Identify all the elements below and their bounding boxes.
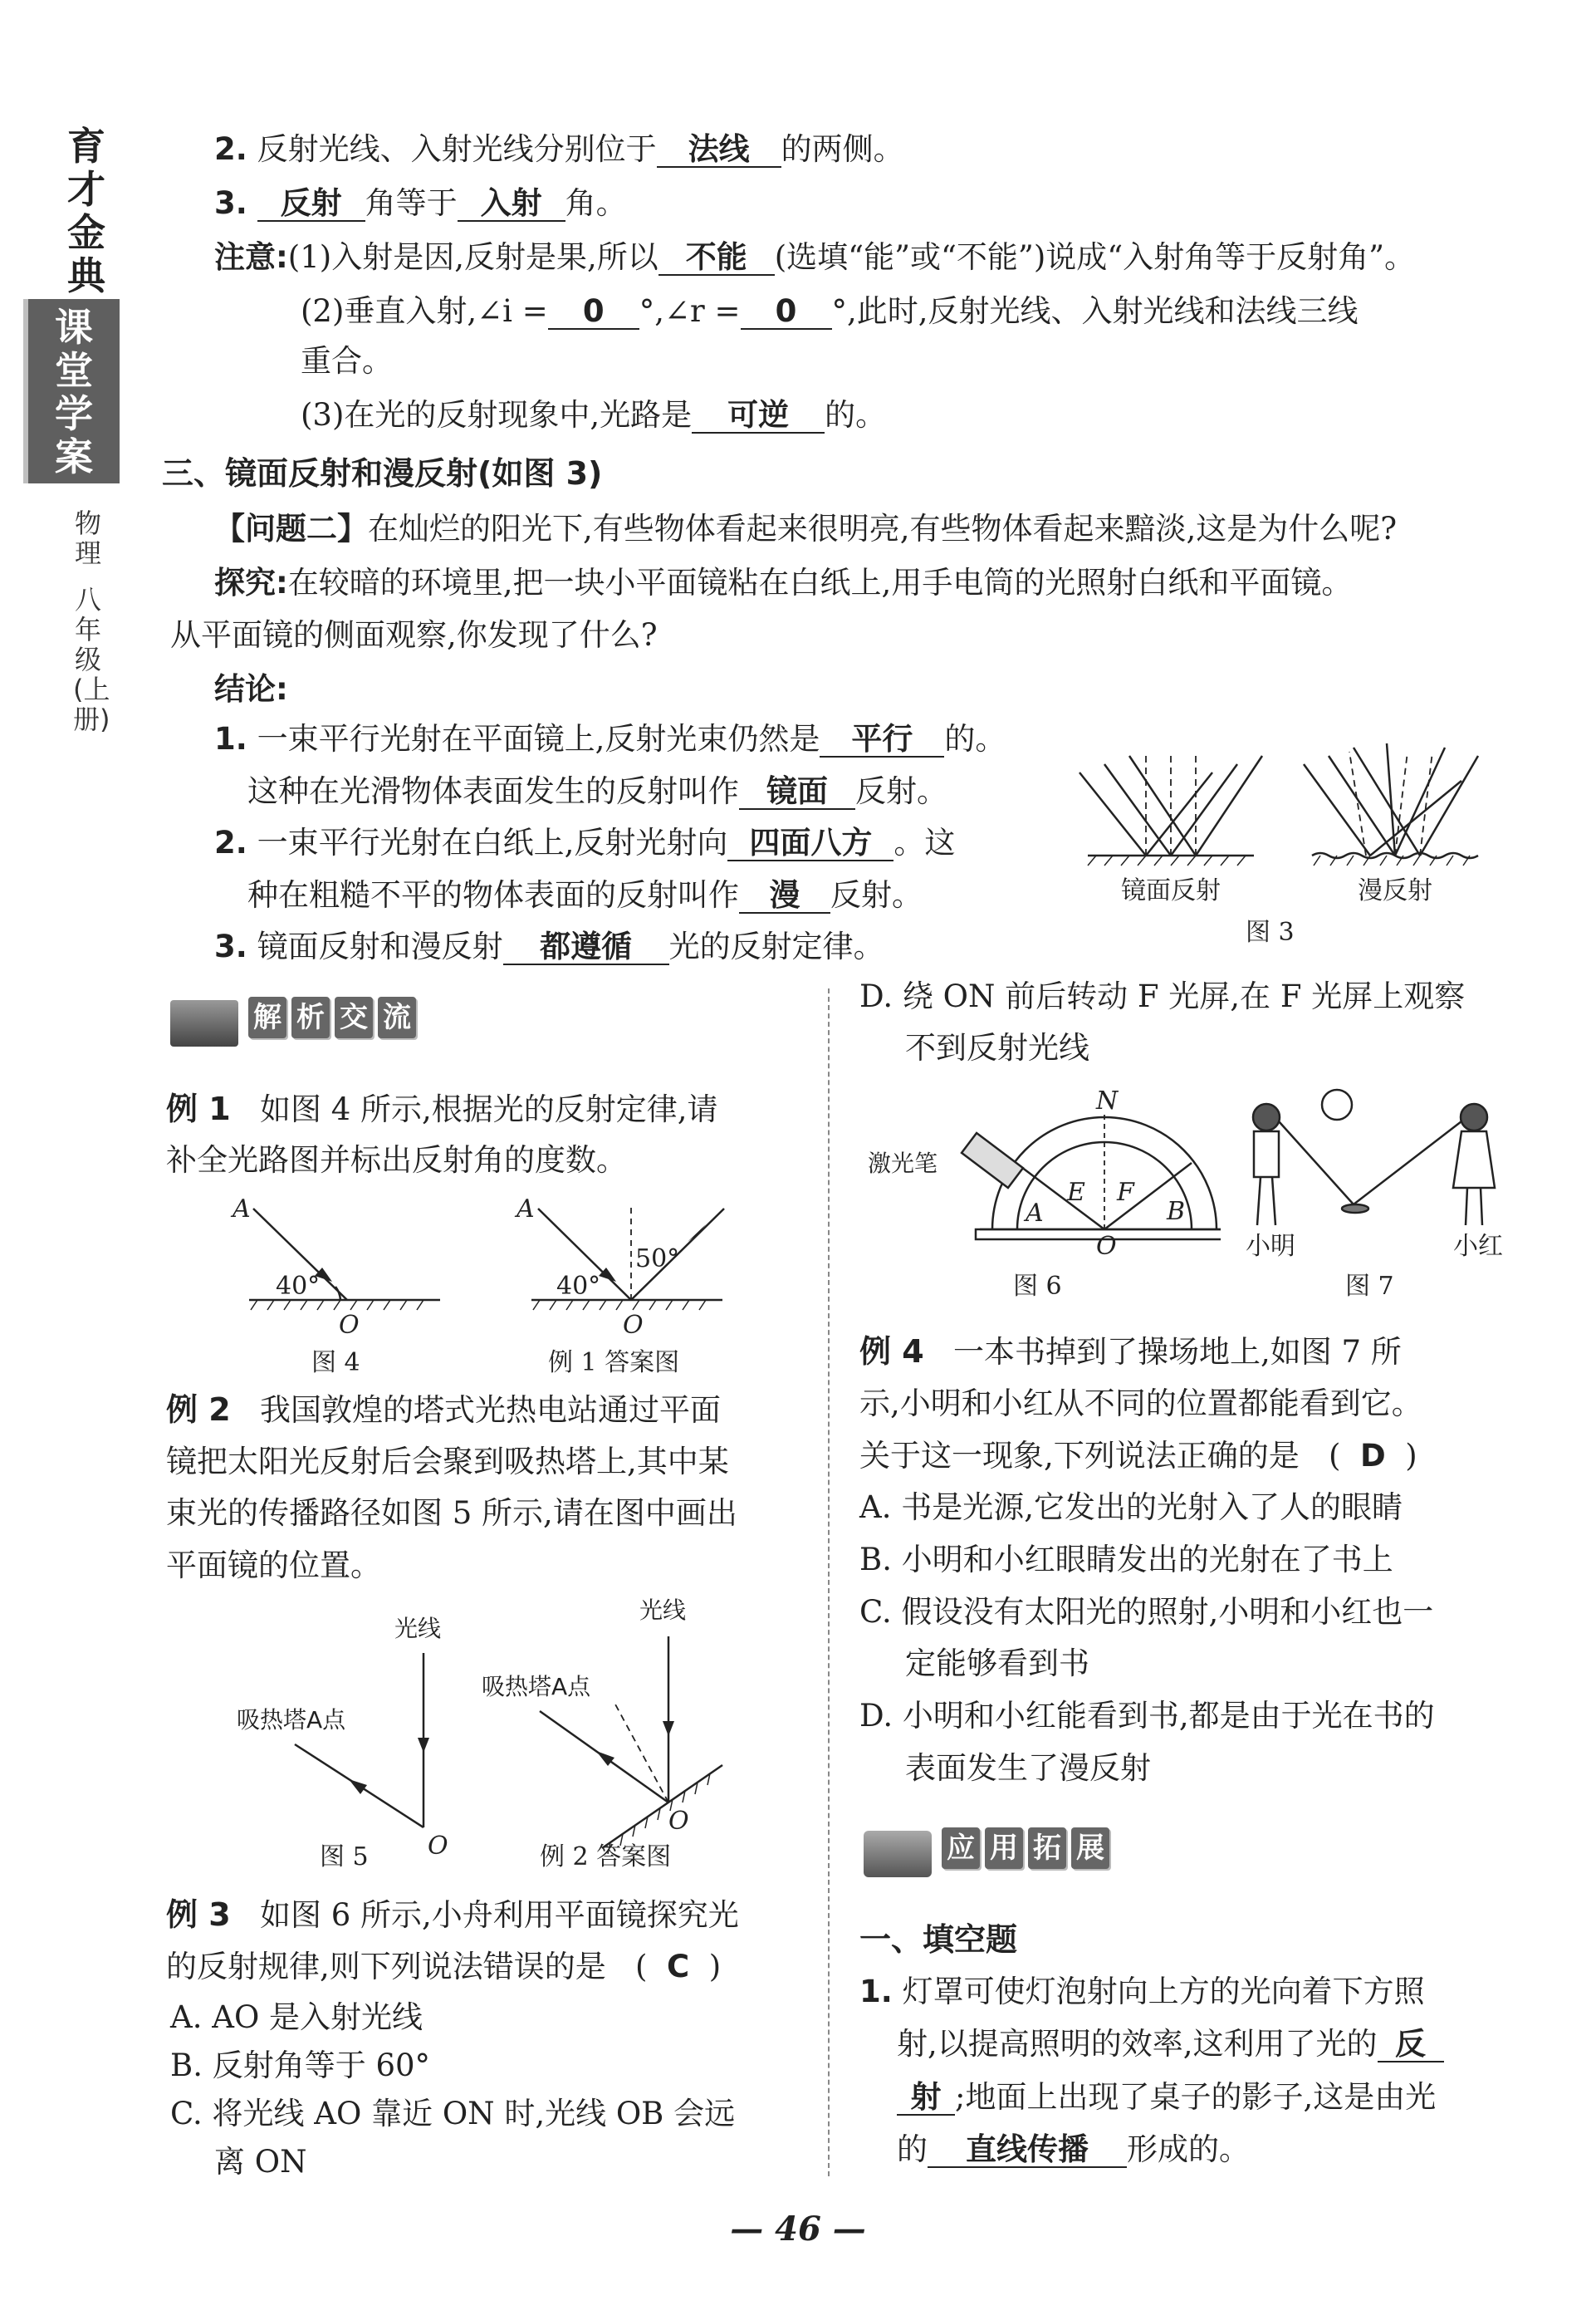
example-4-line-3: 关于这一现象,下列说法正确的是 ( D ) xyxy=(859,1438,1417,1474)
conclusion-3 xyxy=(214,926,884,968)
note-3 xyxy=(301,395,886,436)
application-q1-answer-1a: 反 xyxy=(1378,2028,1444,2062)
example-2-line-4 xyxy=(166,1545,381,1587)
example-4-answer: D xyxy=(1360,1438,1386,1474)
example-4-opt-a-text: A. 书是光源,它发出的光射入了人的眼睛 xyxy=(859,1489,1403,1525)
fig5-arrow-left xyxy=(349,1779,367,1794)
ans2-mirror xyxy=(602,1765,722,1848)
item-2 xyxy=(214,129,904,170)
item-3 xyxy=(214,183,627,224)
analysis-char-3: 交 xyxy=(335,997,373,1038)
book xyxy=(1342,1204,1368,1213)
note-2-post: °,此时,反射光线、入射光线和法线三线 xyxy=(831,293,1359,329)
c3-answer: 都遵循 xyxy=(503,930,669,965)
note-2-answer-2: 0 xyxy=(741,295,832,330)
question-2-label: 【问题二】 xyxy=(214,511,368,547)
section-3-heading-text: 三、镜面反射和漫反射(如图 3) xyxy=(162,455,603,492)
ans1-angle-1: 40° xyxy=(556,1272,601,1301)
analysis-icon xyxy=(170,1000,238,1047)
example-4-opt-d xyxy=(859,1695,1435,1737)
ans2-O: O xyxy=(668,1807,689,1836)
example-4-text-2: 示,小明和小红从不同的位置都能看到它。 xyxy=(859,1386,1422,1421)
example-4-line-2 xyxy=(859,1383,1422,1425)
note-1-answer: 不能 xyxy=(658,241,775,276)
ans1-O: O xyxy=(623,1311,644,1340)
explore-text: 在较暗的环境里,把一块小平面镜粘在白纸上,用手电筒的光照射白纸和平面镜。 xyxy=(287,565,1353,601)
ray-to-xiaohong xyxy=(1354,1121,1461,1204)
application-q1-num: 1. xyxy=(859,1974,893,2009)
figure-3 xyxy=(1063,723,1495,947)
c2b-pre: 种在粗糙不平的物体表面的反射叫作 xyxy=(247,877,739,913)
fig6-O: O xyxy=(1096,1232,1117,1261)
example-4-opt-c xyxy=(859,1592,1433,1633)
c3-pre: 镜面反射和漫反射 xyxy=(257,929,503,964)
example-3-opt-c xyxy=(170,2093,735,2135)
book-title xyxy=(65,125,111,297)
c2-answer: 四面八方 xyxy=(727,826,893,861)
question-2 xyxy=(214,508,1397,550)
explore-1 xyxy=(214,562,1352,604)
example-3-opt-a xyxy=(170,1997,423,2038)
example-2-text-3: 束光的传播路径如图 5 所示,请在图中画出 xyxy=(166,1495,737,1531)
xiaohong-head xyxy=(1461,1104,1487,1131)
note-3-answer: 可逆 xyxy=(692,399,825,434)
conclusion-1b xyxy=(247,771,947,812)
xiaohong-body xyxy=(1453,1131,1495,1188)
example-3-opt-d-text-2: 不到反射光线 xyxy=(905,1030,1089,1066)
figure-4-and-answer xyxy=(216,1196,814,1379)
book-title-text: 育才金典 xyxy=(67,124,105,298)
example-3-opt-c-cont xyxy=(214,2141,306,2183)
ans1-arrow-out xyxy=(688,1224,706,1242)
ans2-light-label: 光线 xyxy=(639,1596,687,1624)
ans2-arrow-left xyxy=(596,1751,614,1766)
application-q1-line-3 xyxy=(897,2077,1436,2118)
example-1-line-1 xyxy=(166,1088,718,1131)
item-2-num: 2. xyxy=(214,131,247,167)
ans2-arrow-down xyxy=(663,1721,674,1736)
example-3-opt-a-text: A. AO 是入射光线 xyxy=(170,1999,423,2035)
item-3-post: 角。 xyxy=(565,185,627,221)
example-2-tag: 例 2 xyxy=(166,1391,231,1428)
c1-post: 的。 xyxy=(944,721,1006,757)
c3-post: 光的反射定律。 xyxy=(668,929,884,964)
fill-blank-heading xyxy=(859,1919,1017,1960)
analysis-char-2: 析 xyxy=(291,997,330,1038)
note-1 xyxy=(214,237,1415,278)
example-2-line-3 xyxy=(166,1493,737,1534)
ans2-tower-label: 吸热塔A点 xyxy=(482,1673,591,1700)
example-3-line-1 xyxy=(166,1894,739,1936)
fig3-label-specular: 镜面反射 xyxy=(1121,876,1221,905)
fig4-caption: 图 4 xyxy=(311,1348,360,1377)
example-2-line-2 xyxy=(166,1441,729,1483)
column-divider xyxy=(828,988,830,2176)
example-3-opt-c-text-2: 离 ON xyxy=(214,2144,307,2180)
section-3-heading xyxy=(162,453,602,494)
example-3-answer: C xyxy=(667,1949,690,1984)
fig7-caption: 图 7 xyxy=(1345,1272,1394,1301)
application-q1-text-1: 灯罩可使灯泡射向上方的光向着下方照 xyxy=(902,1974,1425,2009)
example-4-tag: 例 4 xyxy=(859,1333,924,1370)
analysis-char-1: 解 xyxy=(248,997,286,1038)
example-4-text-1: 一本书掉到了操场地上,如图 7 所 xyxy=(952,1334,1402,1370)
example-2-text-1: 我国敦煌的塔式光热电站通过平面 xyxy=(259,1392,721,1428)
item-2-pre: 反射光线、入射光线分别位于 xyxy=(257,131,657,167)
fig6-laser-label: 激光笔 xyxy=(868,1150,938,1177)
c2-post: 。这 xyxy=(893,825,956,861)
figure-6 xyxy=(864,1080,1221,1304)
fig6-E: E xyxy=(1067,1178,1085,1207)
example-3-text-1: 如图 6 所示,小舟利用平面镜探究光 xyxy=(259,1897,739,1933)
c1b-pre: 这种在光滑物体表面发生的反射叫作 xyxy=(247,773,739,809)
c1b-answer: 镜面 xyxy=(739,775,855,810)
example-3-opt-b-text: B. 反射角等于 60° xyxy=(170,2048,431,2083)
ans1-angle-2: 50° xyxy=(635,1244,680,1273)
example-3-line-2: 的反射规律,则下列说法错误的是 ( C ) xyxy=(166,1949,722,1984)
application-q1-text-4-post: 形成的。 xyxy=(1127,2131,1250,2167)
subject-label xyxy=(70,508,110,735)
figure-5-and-answer xyxy=(224,1587,822,1877)
c1-answer: 平行 xyxy=(820,723,944,758)
example-4-opt-d-text-1: D. 小明和小红能看到书,都是由于光在书的 xyxy=(859,1698,1435,1734)
conclusion-label xyxy=(214,669,288,710)
section-label-text: 课堂学案 xyxy=(55,305,93,479)
conclusion-2 xyxy=(214,822,955,864)
note-2-mid: °,∠r = xyxy=(639,293,741,329)
item-3-num: 3. xyxy=(214,185,247,221)
note-2-cont xyxy=(301,341,393,382)
ans1-A: A xyxy=(516,1196,535,1224)
subject-text: 物理 xyxy=(74,508,101,569)
fill-blank-heading-text: 一、填空题 xyxy=(859,1921,1018,1958)
ray-to-xiaoming xyxy=(1279,1121,1354,1204)
application-q1-text-3: ;地面上出现了桌子的影子,这是由光 xyxy=(955,2079,1437,2115)
c1-num: 1. xyxy=(214,721,247,757)
application-q1-text-4-pre: 的 xyxy=(897,2131,928,2167)
ans2-normal xyxy=(614,1703,668,1802)
conclusion-1 xyxy=(214,719,1006,760)
example-3-text-2: 的反射规律,则下列说法错误的是 xyxy=(166,1949,606,1984)
conclusion-2b xyxy=(247,875,923,916)
example-3-tag: 例 3 xyxy=(166,1896,231,1933)
note-2-cont-text: 重合。 xyxy=(301,343,393,379)
example-4-line-1 xyxy=(859,1331,1402,1373)
example-4-opt-b-text: B. 小明和小红眼睛发出的光射在了书上 xyxy=(859,1542,1393,1577)
item-3-mid: 角等于 xyxy=(365,185,458,221)
example-1-line-2 xyxy=(166,1140,627,1181)
c1b-post: 反射。 xyxy=(855,773,947,809)
fig4-A: A xyxy=(233,1196,251,1224)
analysis-banner xyxy=(170,997,421,1048)
application-char-2: 用 xyxy=(985,1827,1023,1869)
application-q1-line-4 xyxy=(897,2129,1250,2170)
page-number: — 46 — xyxy=(730,2210,866,2249)
fig5-arrow-down xyxy=(418,1738,429,1753)
application-icon xyxy=(864,1831,932,1877)
laser-pen xyxy=(962,1133,1023,1188)
section-label-box xyxy=(23,299,120,483)
note-1-post: (选填“能”或“不能”)说成“入射角等于反射角”。 xyxy=(774,239,1416,275)
example-3-opt-d-cont xyxy=(905,1028,1089,1069)
example-4-text-3: 关于这一现象,下列说法正确的是 xyxy=(859,1438,1300,1474)
application-banner xyxy=(864,1827,1114,1879)
c1-pre: 一束平行光射在平面镜上,反射光束仍然是 xyxy=(257,721,820,757)
application-q1-line-2 xyxy=(897,2023,1444,2065)
xiaoming-head xyxy=(1253,1104,1280,1131)
c2-num: 2. xyxy=(214,825,247,861)
application-char-4: 展 xyxy=(1071,1827,1109,1869)
note-3-pre: (3)在光的反射现象中,光路是 xyxy=(301,397,693,433)
fig4-angle: 40° xyxy=(276,1272,321,1301)
example-1-tag: 例 1 xyxy=(166,1091,231,1127)
fig5-light-label: 光线 xyxy=(394,1615,442,1642)
ans1-caption: 例 1 答案图 xyxy=(548,1348,680,1377)
fig7-xiaoming: 小明 xyxy=(1246,1232,1295,1261)
fig6-N: N xyxy=(1096,1086,1119,1116)
example-1-text-1: 如图 4 所示,根据光的反射定律,请 xyxy=(259,1091,718,1127)
example-2-line-1 xyxy=(166,1389,721,1431)
example-4-opt-a xyxy=(859,1487,1403,1528)
example-4-opt-c-text-1: C. 假设没有太阳光的照射,小明和小红也一 xyxy=(859,1594,1434,1630)
example-4-opt-d-cont xyxy=(905,1748,1151,1789)
fig6-F: F xyxy=(1117,1178,1134,1207)
sun xyxy=(1322,1090,1352,1120)
example-3-opt-b xyxy=(170,2045,430,2087)
example-4-opt-c-cont xyxy=(905,1643,1089,1685)
xiaoming-body xyxy=(1254,1131,1279,1177)
application-q1-answer-1b: 射 xyxy=(897,2081,955,2116)
explore-label: 探究: xyxy=(214,565,288,601)
example-1-text-2: 补全光路图并标出反射角的度数。 xyxy=(166,1142,627,1178)
fig3-label-diffuse: 漫反射 xyxy=(1358,876,1432,905)
fig5-tower-label: 吸热塔A点 xyxy=(237,1706,346,1734)
conclusion-label-text: 结论: xyxy=(214,671,288,707)
fig6-B: B xyxy=(1167,1197,1186,1226)
fig5-O: O xyxy=(428,1832,448,1861)
grade-text: 八年级(上册) xyxy=(73,584,110,735)
item-3-answer-1: 反射 xyxy=(257,187,365,222)
example-2-text-4: 平面镜的位置。 xyxy=(166,1547,381,1583)
example-4-opt-d-text-2: 表面发生了漫反射 xyxy=(905,1750,1151,1786)
ans2-caption: 例 2 答案图 xyxy=(540,1842,672,1871)
figure-7 xyxy=(1229,1080,1511,1304)
note-2-answer-1: 0 xyxy=(548,295,639,330)
c2b-answer: 漫 xyxy=(739,879,830,914)
example-2-text-2: 镜把太阳光反射后会聚到吸热塔上,其中某 xyxy=(166,1444,729,1479)
example-3-opt-c-text-1: C. 将光线 AO 靠近 ON 时,光线 OB 会远 xyxy=(170,2096,736,2131)
note-1-pre: (1)入射是因,反射是果,所以 xyxy=(287,239,658,275)
example-3-opt-d-text-1: D. 绕 ON 前后转动 F 光屏,在 F 光屏上观察 xyxy=(859,978,1466,1014)
example-4-opt-c-text-2: 定能够看到书 xyxy=(905,1646,1089,1681)
application-char-3: 拓 xyxy=(1028,1827,1066,1869)
fig6-caption: 图 6 xyxy=(1013,1272,1062,1301)
c3-num: 3. xyxy=(214,929,247,964)
application-q1-line-1 xyxy=(859,1971,1425,2013)
c2-pre: 一束平行光射在白纸上,反射光射向 xyxy=(257,825,728,861)
explore-2 xyxy=(170,615,658,656)
c2b-post: 反射。 xyxy=(830,877,923,913)
fig7-xiaohong: 小红 xyxy=(1453,1232,1503,1261)
item-2-answer: 法线 xyxy=(657,133,781,168)
question-2-text: 在灿烂的阳光下,有些物体看起来很明亮,有些物体看起来黯淡,这是为什么呢? xyxy=(368,511,1398,547)
item-2-post: 的两侧。 xyxy=(781,131,904,167)
fig5-caption: 图 5 xyxy=(320,1842,369,1871)
note-2-pre: (2)垂直入射,∠i = xyxy=(301,293,548,329)
note-3-post: 的。 xyxy=(825,397,887,433)
fig3-caption: 图 3 xyxy=(1246,918,1295,947)
explore-text-2: 从平面镜的侧面观察,你发现了什么? xyxy=(170,617,658,653)
application-char-1: 应 xyxy=(942,1827,980,1869)
example-4-opt-b xyxy=(859,1539,1393,1581)
fig4-O: O xyxy=(339,1311,360,1340)
example-3-opt-d xyxy=(859,976,1465,1018)
analysis-char-4: 流 xyxy=(378,997,416,1038)
note-2 xyxy=(301,291,1359,332)
application-q1-answer-2: 直线传播 xyxy=(928,2133,1127,2168)
fig6-A: A xyxy=(1026,1199,1044,1228)
application-q1-text-2: 射,以提高照明的效率,这利用了光的 xyxy=(897,2026,1378,2062)
item-3-answer-2: 入射 xyxy=(458,187,565,222)
note-label: 注意: xyxy=(214,239,288,275)
